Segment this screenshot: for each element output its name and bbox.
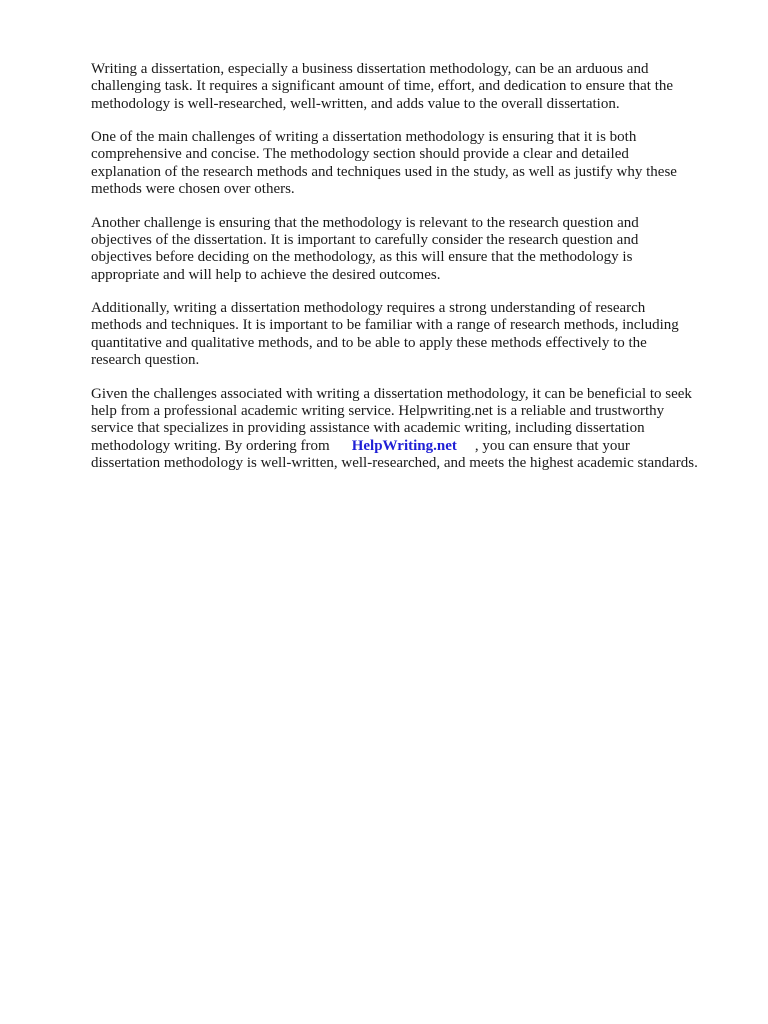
- text-line: methods and techniques. It is important to be familiar with a range of research methods, including: [91, 317, 679, 334]
- text-line: methodology is well-researched, well-written, and adds value to the overall dissertation.: [91, 95, 620, 112]
- text-line: quantitative and qualitative methods, and to be able to apply these methods effectively to the: [91, 334, 647, 351]
- paragraph-3: [91, 215, 731, 284]
- text-line: dissertation methodology is well-written, well-researched, and meets the highest academic standards.: [91, 454, 698, 471]
- paragraph-4: [91, 300, 731, 369]
- link-line-prefix: methodology writing. By ordering from: [91, 437, 330, 454]
- text-line: Another challenge is ensuring that the methodology is relevant to the research question and: [91, 214, 639, 231]
- paragraph-2: [91, 129, 731, 198]
- text-line: methods were chosen over others.: [91, 181, 295, 198]
- text-line: objectives before deciding on the methodology, as this will ensure that the methodology is: [91, 249, 633, 266]
- text-line: Given the challenges associated with writing a dissertation methodology, it can be beneficial to seek: [91, 385, 692, 402]
- text-line: appropriate and will help to achieve the desired outcomes.: [91, 266, 441, 283]
- text-line: Additionally, writing a dissertation methodology requires a strong understanding of research: [91, 300, 646, 317]
- paragraph-1: [91, 61, 731, 113]
- text-line: service that specializes in providing assistance with academic writing, including dissertation: [91, 420, 645, 437]
- link-line: [91, 438, 731, 455]
- text-line: challenging task. It requires a significant amount of time, effort, and dedication to ensure that the: [91, 78, 674, 95]
- text-line: One of the main challenges of writing a dissertation methodology is ensuring that it is both: [91, 129, 637, 146]
- text-line: help from a professional academic writing service. Helpwriting.net is a reliable and trustworthy: [91, 402, 665, 419]
- document-page: [91, 61, 731, 488]
- text-line: Writing a dissertation, especially a business dissertation methodology, can be an arduous and: [91, 61, 649, 77]
- text-line: comprehensive and concise. The methodology section should provide a clear and detailed: [91, 146, 629, 163]
- text-line: objectives of the dissertation. It is important to carefully consider the research question and: [91, 231, 639, 248]
- text-line: research question.: [91, 352, 200, 369]
- helpwriting-link[interactable]: HelpWriting.net: [351, 437, 457, 454]
- paragraph-5: [91, 386, 731, 472]
- text-line: explanation of the research methods and techniques used in the study, as well as justify why these: [91, 163, 677, 180]
- link-line-suffix: , you can ensure that your: [474, 437, 630, 454]
